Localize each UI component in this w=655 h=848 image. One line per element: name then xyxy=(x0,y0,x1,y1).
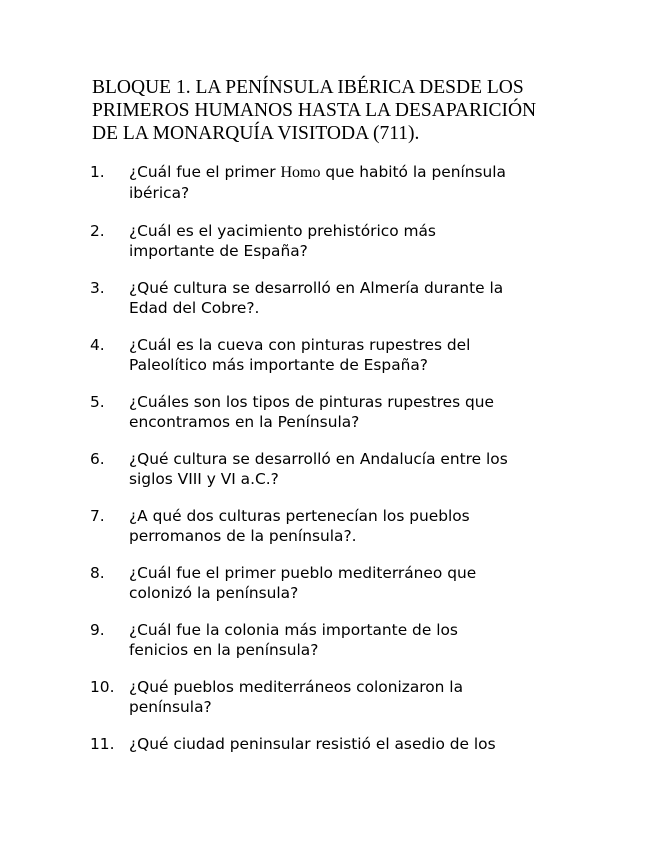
question-text xyxy=(129,620,569,660)
question-line: colonizó la península? xyxy=(129,584,299,602)
title-line: BLOQUE 1. LA PENÍNSULA IBÉRICA DESDE LOS xyxy=(92,77,524,98)
question-line: ¿Cuáles son los tipos de pinturas rupestres que xyxy=(129,393,494,411)
question-line: ¿Qué pueblos mediterráneos colonizaron la xyxy=(129,678,464,696)
question-text xyxy=(129,162,569,203)
question-fragment: ¿Cuál fue el primer xyxy=(129,163,281,181)
title-line: DE LA MONARQUÍA VISITODA (711). xyxy=(92,123,420,144)
question-line: península? xyxy=(129,698,212,716)
question-number: 3. xyxy=(90,279,105,297)
question-number: 6. xyxy=(90,450,105,468)
question-text xyxy=(129,734,569,754)
question-number: 9. xyxy=(90,621,105,639)
question-text xyxy=(129,449,569,489)
question-text xyxy=(129,392,569,432)
question-line: ¿Cuál fue el primer pueblo mediterráneo que xyxy=(129,564,477,582)
question-text xyxy=(129,221,569,261)
title-line: PRIMEROS HUMANOS HASTA LA DESAPARICIÓN xyxy=(92,100,537,121)
question-number: 4. xyxy=(90,336,105,354)
question-number: 1. xyxy=(90,163,105,181)
question-line: Paleolítico más importante de España? xyxy=(129,356,428,374)
question-line: fenicios en la península? xyxy=(129,641,319,659)
question-line: ¿A qué dos culturas pertenecían los pueblos xyxy=(129,507,470,525)
question-line: ¿Qué ciudad peninsular resistió el asedio de los xyxy=(129,735,496,753)
question-line: siglos VIII y VI a.C.? xyxy=(129,470,279,488)
question-number: 10. xyxy=(90,678,115,696)
question-text xyxy=(129,677,569,717)
question-text xyxy=(129,278,569,318)
question-line: Edad del Cobre?. xyxy=(129,299,260,317)
question-text xyxy=(129,335,569,375)
question-number: 5. xyxy=(90,393,105,411)
question-line xyxy=(129,162,569,183)
question-line: encontramos en la Península? xyxy=(129,413,360,431)
question-line: ¿Cuál es la cueva con pinturas rupestres del xyxy=(129,336,471,354)
question-line: ¿Qué cultura se desarrolló en Andalucía entre los xyxy=(129,450,508,468)
question-line: ¿Cuál fue la colonia más importante de los xyxy=(129,621,458,639)
question-text xyxy=(129,563,569,603)
question-line: ¿Qué cultura se desarrolló en Almería durante la xyxy=(129,279,504,297)
question-fragment: que habitó la península xyxy=(320,163,506,181)
question-number: 2. xyxy=(90,222,105,240)
question-line: importante de España? xyxy=(129,242,308,260)
question-emphasis: Homo xyxy=(280,164,321,181)
question-line: perromanos de la península?. xyxy=(129,527,357,545)
document-title xyxy=(92,76,582,145)
question-number: 7. xyxy=(90,507,105,525)
question-line: ¿Cuál es el yacimiento prehistórico más xyxy=(129,222,436,240)
question-number: 8. xyxy=(90,564,105,582)
question-number: 11. xyxy=(90,735,115,753)
question-text xyxy=(129,506,569,546)
question-line: ibérica? xyxy=(129,184,190,202)
